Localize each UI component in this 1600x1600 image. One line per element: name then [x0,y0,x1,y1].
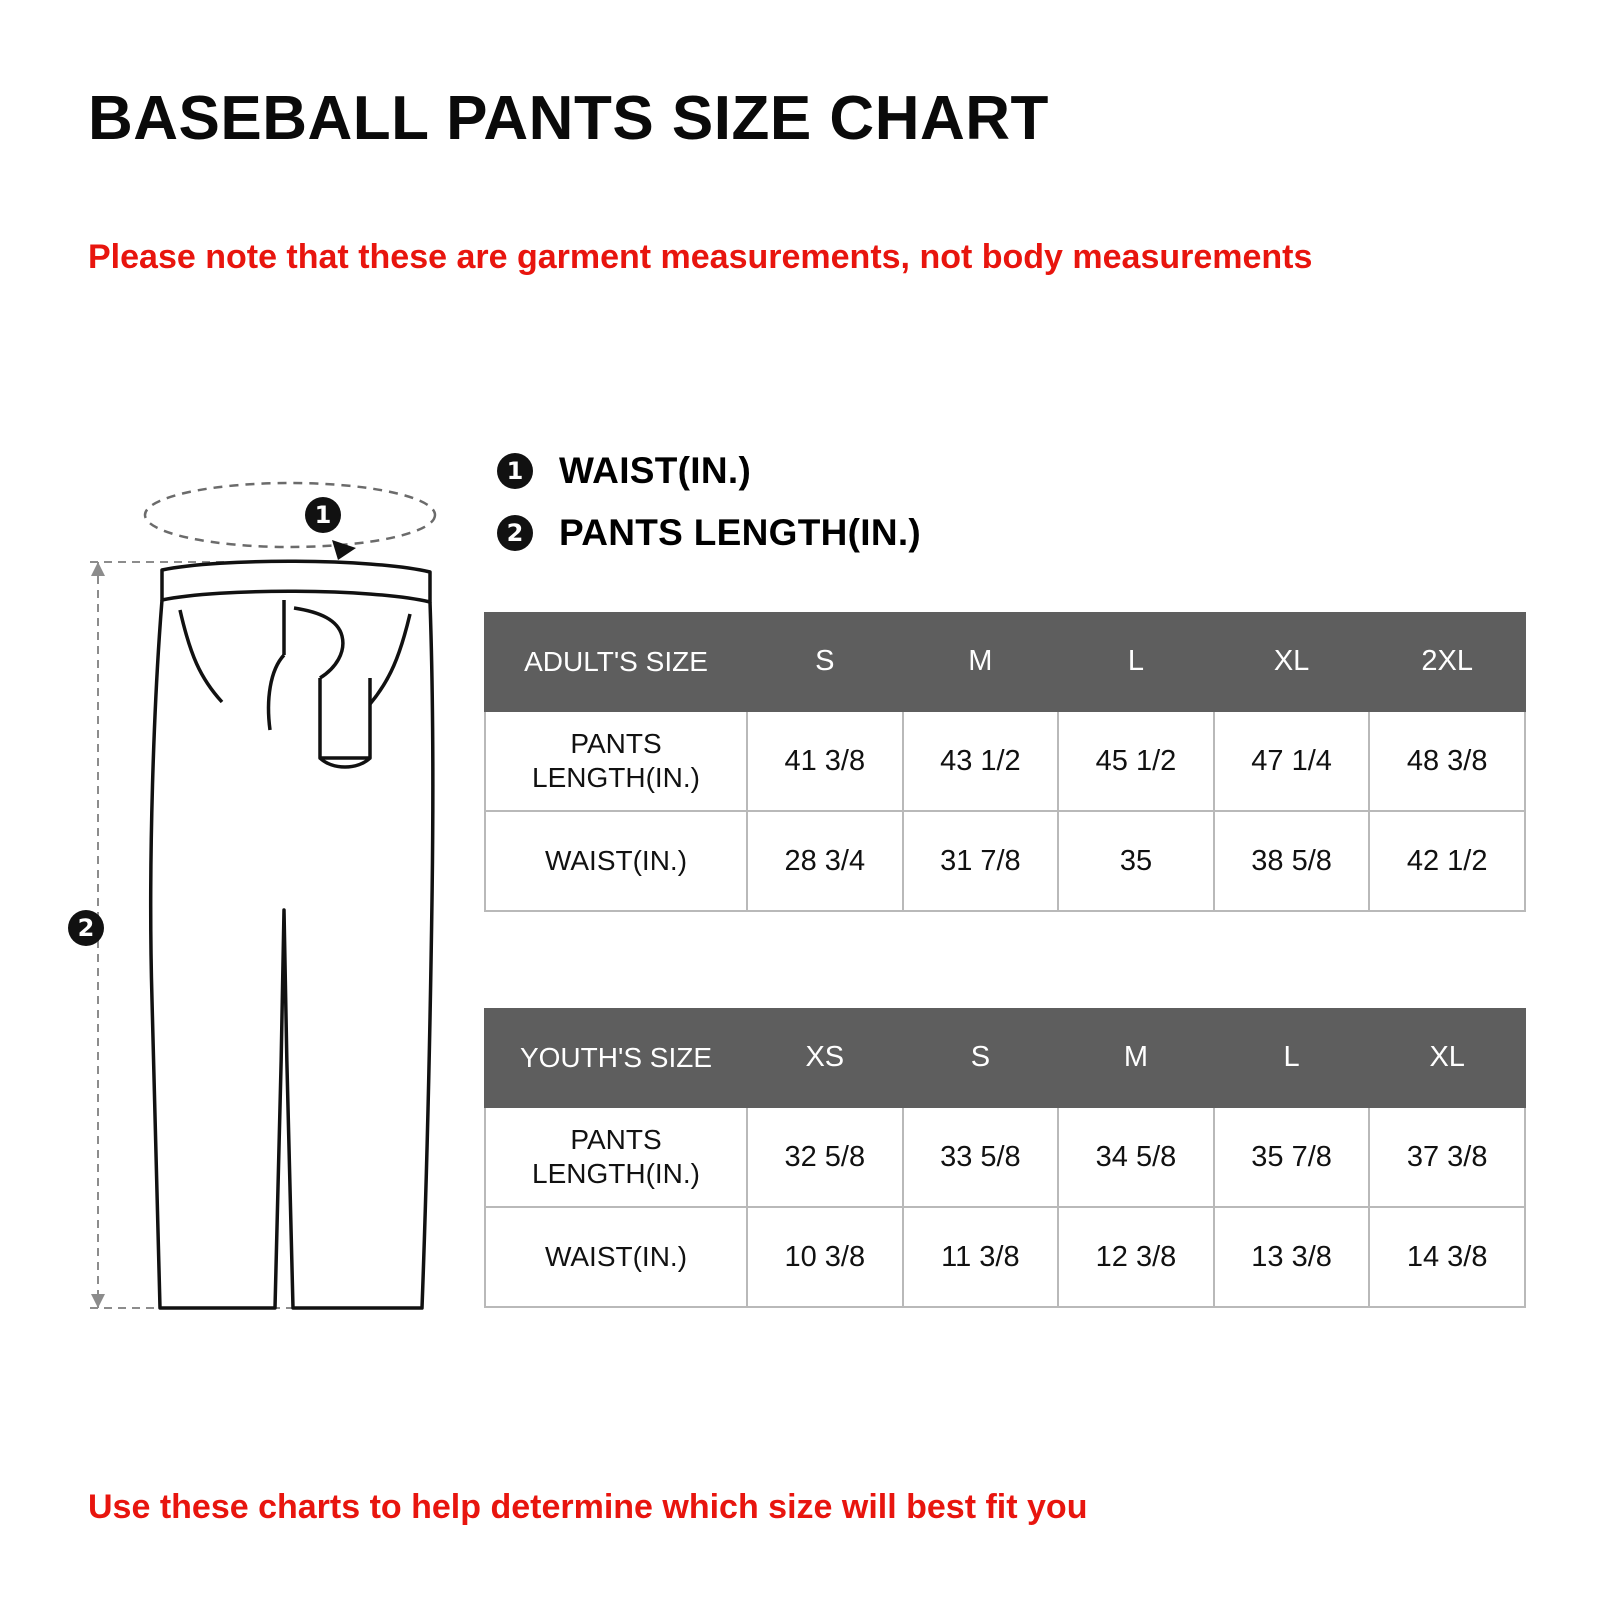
youth-waist-xs: 10 3/8 [747,1207,903,1307]
adults-size-table [484,612,1526,912]
youth-length-l: 35 7/8 [1214,1107,1370,1207]
adults-waist-2xl: 42 1/2 [1369,811,1525,911]
page-title: BASEBALL PANTS SIZE CHART [88,84,1049,153]
youth-length-xs: 32 5/8 [747,1107,903,1207]
legend-item-length [497,502,1117,564]
pants-diagram [70,440,490,1360]
youth-row-label-pants-length: PANTS LENGTH(IN.) [485,1107,747,1207]
adults-col-2xl: 2XL [1369,613,1525,711]
youth-length-s: 33 5/8 [903,1107,1059,1207]
youth-size-table [484,1008,1526,1308]
adults-col-m: M [903,613,1059,711]
table-row [485,811,1525,911]
adults-length-m: 43 1/2 [903,711,1059,811]
adults-waist-l: 35 [1058,811,1214,911]
legend-badge-2-icon: 2 [497,515,533,551]
table-row [485,711,1525,811]
youth-col-l: L [1214,1009,1370,1107]
adults-col-l: L [1058,613,1214,711]
adults-col-s: S [747,613,903,711]
table-header-row [485,1009,1525,1107]
adults-length-2xl: 48 3/8 [1369,711,1525,811]
adults-length-s: 41 3/8 [747,711,903,811]
youth-waist-m: 12 3/8 [1058,1207,1214,1307]
youth-waist-s: 11 3/8 [903,1207,1059,1307]
length-badge-icon: 2 [68,910,104,946]
legend-label-pants-length: PANTS LENGTH(IN.) [559,512,922,553]
adults-waist-m: 31 7/8 [903,811,1059,911]
youth-col-xl: XL [1369,1009,1525,1107]
table-row [485,1107,1525,1207]
youth-row-label-waist: WAIST(IN.) [485,1207,747,1307]
footer-note: Use these charts to help determine which size will best fit you [88,1488,1088,1526]
youth-length-m: 34 5/8 [1058,1107,1214,1207]
adults-waist-xl: 38 5/8 [1214,811,1370,911]
youth-length-xl: 37 3/8 [1369,1107,1525,1207]
waist-badge-icon: 1 [305,497,341,533]
legend-badge-1-icon: 1 [497,453,533,489]
legend [497,440,1117,564]
adults-length-l: 45 1/2 [1058,711,1214,811]
youth-corner-header: YOUTH'S SIZE [485,1009,747,1107]
adults-waist-s: 28 3/4 [747,811,903,911]
adults-corner-header: ADULT'S SIZE [485,613,747,711]
youth-col-s: S [903,1009,1059,1107]
adults-row-label-pants-length: PANTS LENGTH(IN.) [485,711,747,811]
youth-waist-xl: 14 3/8 [1369,1207,1525,1307]
adults-col-xl: XL [1214,613,1370,711]
youth-waist-l: 13 3/8 [1214,1207,1370,1307]
adults-length-xl: 47 1/4 [1214,711,1370,811]
pants-illustration [70,440,490,1360]
youth-col-xs: XS [747,1009,903,1107]
table-row [485,1207,1525,1307]
youth-col-m: M [1058,1009,1214,1107]
measurement-note: Please note that these are garment measurements, not body measurements [88,238,1313,276]
legend-item-waist [497,440,1117,502]
legend-label-waist: WAIST(IN.) [559,450,752,491]
adults-row-label-waist: WAIST(IN.) [485,811,747,911]
table-header-row [485,613,1525,711]
